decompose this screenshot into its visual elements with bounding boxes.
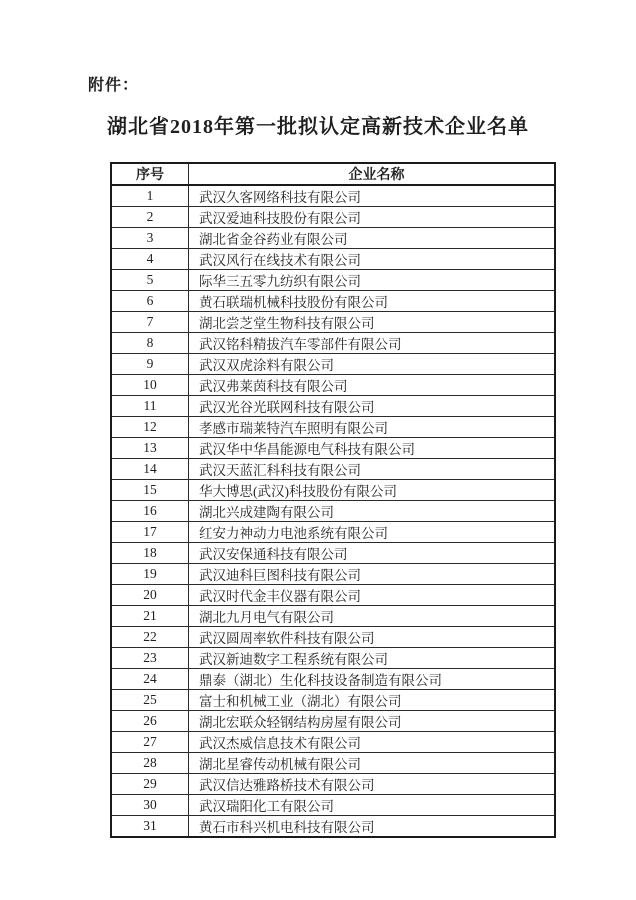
row-serial-number: 18: [111, 543, 189, 564]
table-row: [111, 396, 555, 417]
row-serial-number: 15: [111, 480, 189, 501]
row-serial-number: 9: [111, 354, 189, 375]
table-row: [111, 627, 555, 648]
table-row: [111, 606, 555, 627]
row-company-name: 湖北尝芝堂生物科技有限公司: [189, 312, 556, 333]
row-company-name: 武汉迪科巨图科技有限公司: [189, 564, 556, 585]
table-row: [111, 753, 555, 774]
row-serial-number: 20: [111, 585, 189, 606]
table-row: [111, 249, 555, 270]
table-row: [111, 312, 555, 333]
table-row: [111, 333, 555, 354]
row-serial-number: 10: [111, 375, 189, 396]
row-company-name: 红安力神动力电池系统有限公司: [189, 522, 556, 543]
table-row: [111, 207, 555, 228]
table-row: [111, 669, 555, 690]
row-serial-number: 12: [111, 417, 189, 438]
table-row: [111, 732, 555, 753]
row-company-name: 武汉杰威信息技术有限公司: [189, 732, 556, 753]
table-header-row: [111, 163, 555, 185]
row-company-name: 孝感市瑞莱特汽车照明有限公司: [189, 417, 556, 438]
row-company-name: 湖北省金谷药业有限公司: [189, 228, 556, 249]
row-serial-number: 31: [111, 816, 189, 838]
row-serial-number: 14: [111, 459, 189, 480]
table-row: [111, 417, 555, 438]
row-serial-number: 2: [111, 207, 189, 228]
row-company-name: 武汉爱迪科技股份有限公司: [189, 207, 556, 228]
table-row: [111, 648, 555, 669]
table-row: [111, 480, 555, 501]
table-row: [111, 795, 555, 816]
row-company-name: 武汉天蓝汇科科技有限公司: [189, 459, 556, 480]
row-serial-number: 1: [111, 185, 189, 207]
column-header-company-name: 企业名称: [189, 163, 556, 185]
row-company-name: 武汉华中华昌能源电气科技有限公司: [189, 438, 556, 459]
row-serial-number: 4: [111, 249, 189, 270]
table-row: [111, 375, 555, 396]
row-serial-number: 24: [111, 669, 189, 690]
row-company-name: 黄石市科兴机电科技有限公司: [189, 816, 556, 838]
page-title: 湖北省2018年第一批拟认定高新技术企业名单: [107, 116, 529, 138]
row-serial-number: 28: [111, 753, 189, 774]
row-company-name: 华大博思(武汉)科技股份有限公司: [189, 480, 556, 501]
row-serial-number: 19: [111, 564, 189, 585]
table-row: [111, 291, 555, 312]
row-company-name: 武汉时代金丰仪器有限公司: [189, 585, 556, 606]
row-serial-number: 29: [111, 774, 189, 795]
row-serial-number: 3: [111, 228, 189, 249]
company-list-table: [110, 162, 556, 838]
row-serial-number: 26: [111, 711, 189, 732]
table-row: [111, 228, 555, 249]
row-serial-number: 11: [111, 396, 189, 417]
table-row: [111, 459, 555, 480]
row-serial-number: 25: [111, 690, 189, 711]
row-serial-number: 6: [111, 291, 189, 312]
row-serial-number: 27: [111, 732, 189, 753]
row-serial-number: 13: [111, 438, 189, 459]
row-company-name: 武汉铭科精拔汽车零部件有限公司: [189, 333, 556, 354]
row-company-name: 湖北九月电气有限公司: [189, 606, 556, 627]
row-company-name: 鼎泰（湖北）生化科技设备制造有限公司: [189, 669, 556, 690]
table-row: [111, 185, 555, 207]
row-serial-number: 5: [111, 270, 189, 291]
row-serial-number: 7: [111, 312, 189, 333]
row-company-name: 武汉弗莱茵科技有限公司: [189, 375, 556, 396]
table-row: [111, 585, 555, 606]
row-company-name: 武汉信达雅路桥技术有限公司: [189, 774, 556, 795]
table-row: [111, 354, 555, 375]
row-serial-number: 17: [111, 522, 189, 543]
table-row: [111, 501, 555, 522]
table-row: [111, 564, 555, 585]
attachment-label: 附件：: [88, 77, 140, 94]
row-serial-number: 21: [111, 606, 189, 627]
column-header-serial-number: 序号: [111, 163, 189, 185]
row-company-name: 武汉久客网络科技有限公司: [189, 185, 556, 207]
table-row: [111, 438, 555, 459]
row-serial-number: 30: [111, 795, 189, 816]
table-row: [111, 816, 555, 838]
row-serial-number: 22: [111, 627, 189, 648]
row-serial-number: 16: [111, 501, 189, 522]
row-company-name: 际华三五零九纺织有限公司: [189, 270, 556, 291]
table-row: [111, 270, 555, 291]
row-company-name: 武汉新迪数字工程系统有限公司: [189, 648, 556, 669]
table-row: [111, 711, 555, 732]
row-company-name: 武汉光谷光联网科技有限公司: [189, 396, 556, 417]
row-company-name: 武汉瑞阳化工有限公司: [189, 795, 556, 816]
table-row: [111, 522, 555, 543]
table-row: [111, 774, 555, 795]
row-serial-number: 8: [111, 333, 189, 354]
row-company-name: 武汉双虎涂料有限公司: [189, 354, 556, 375]
row-company-name: 武汉风行在线技术有限公司: [189, 249, 556, 270]
row-company-name: 武汉安保通科技有限公司: [189, 543, 556, 564]
row-company-name: 武汉圆周率软件科技有限公司: [189, 627, 556, 648]
row-company-name: 富士和机械工业（湖北）有限公司: [189, 690, 556, 711]
row-company-name: 湖北兴成建陶有限公司: [189, 501, 556, 522]
table-row: [111, 690, 555, 711]
row-company-name: 黄石联瑞机械科技股份有限公司: [189, 291, 556, 312]
row-company-name: 湖北星睿传动机械有限公司: [189, 753, 556, 774]
table-body: [111, 185, 555, 837]
row-company-name: 湖北宏联众轻钢结构房屋有限公司: [189, 711, 556, 732]
table-row: [111, 543, 555, 564]
row-serial-number: 23: [111, 648, 189, 669]
